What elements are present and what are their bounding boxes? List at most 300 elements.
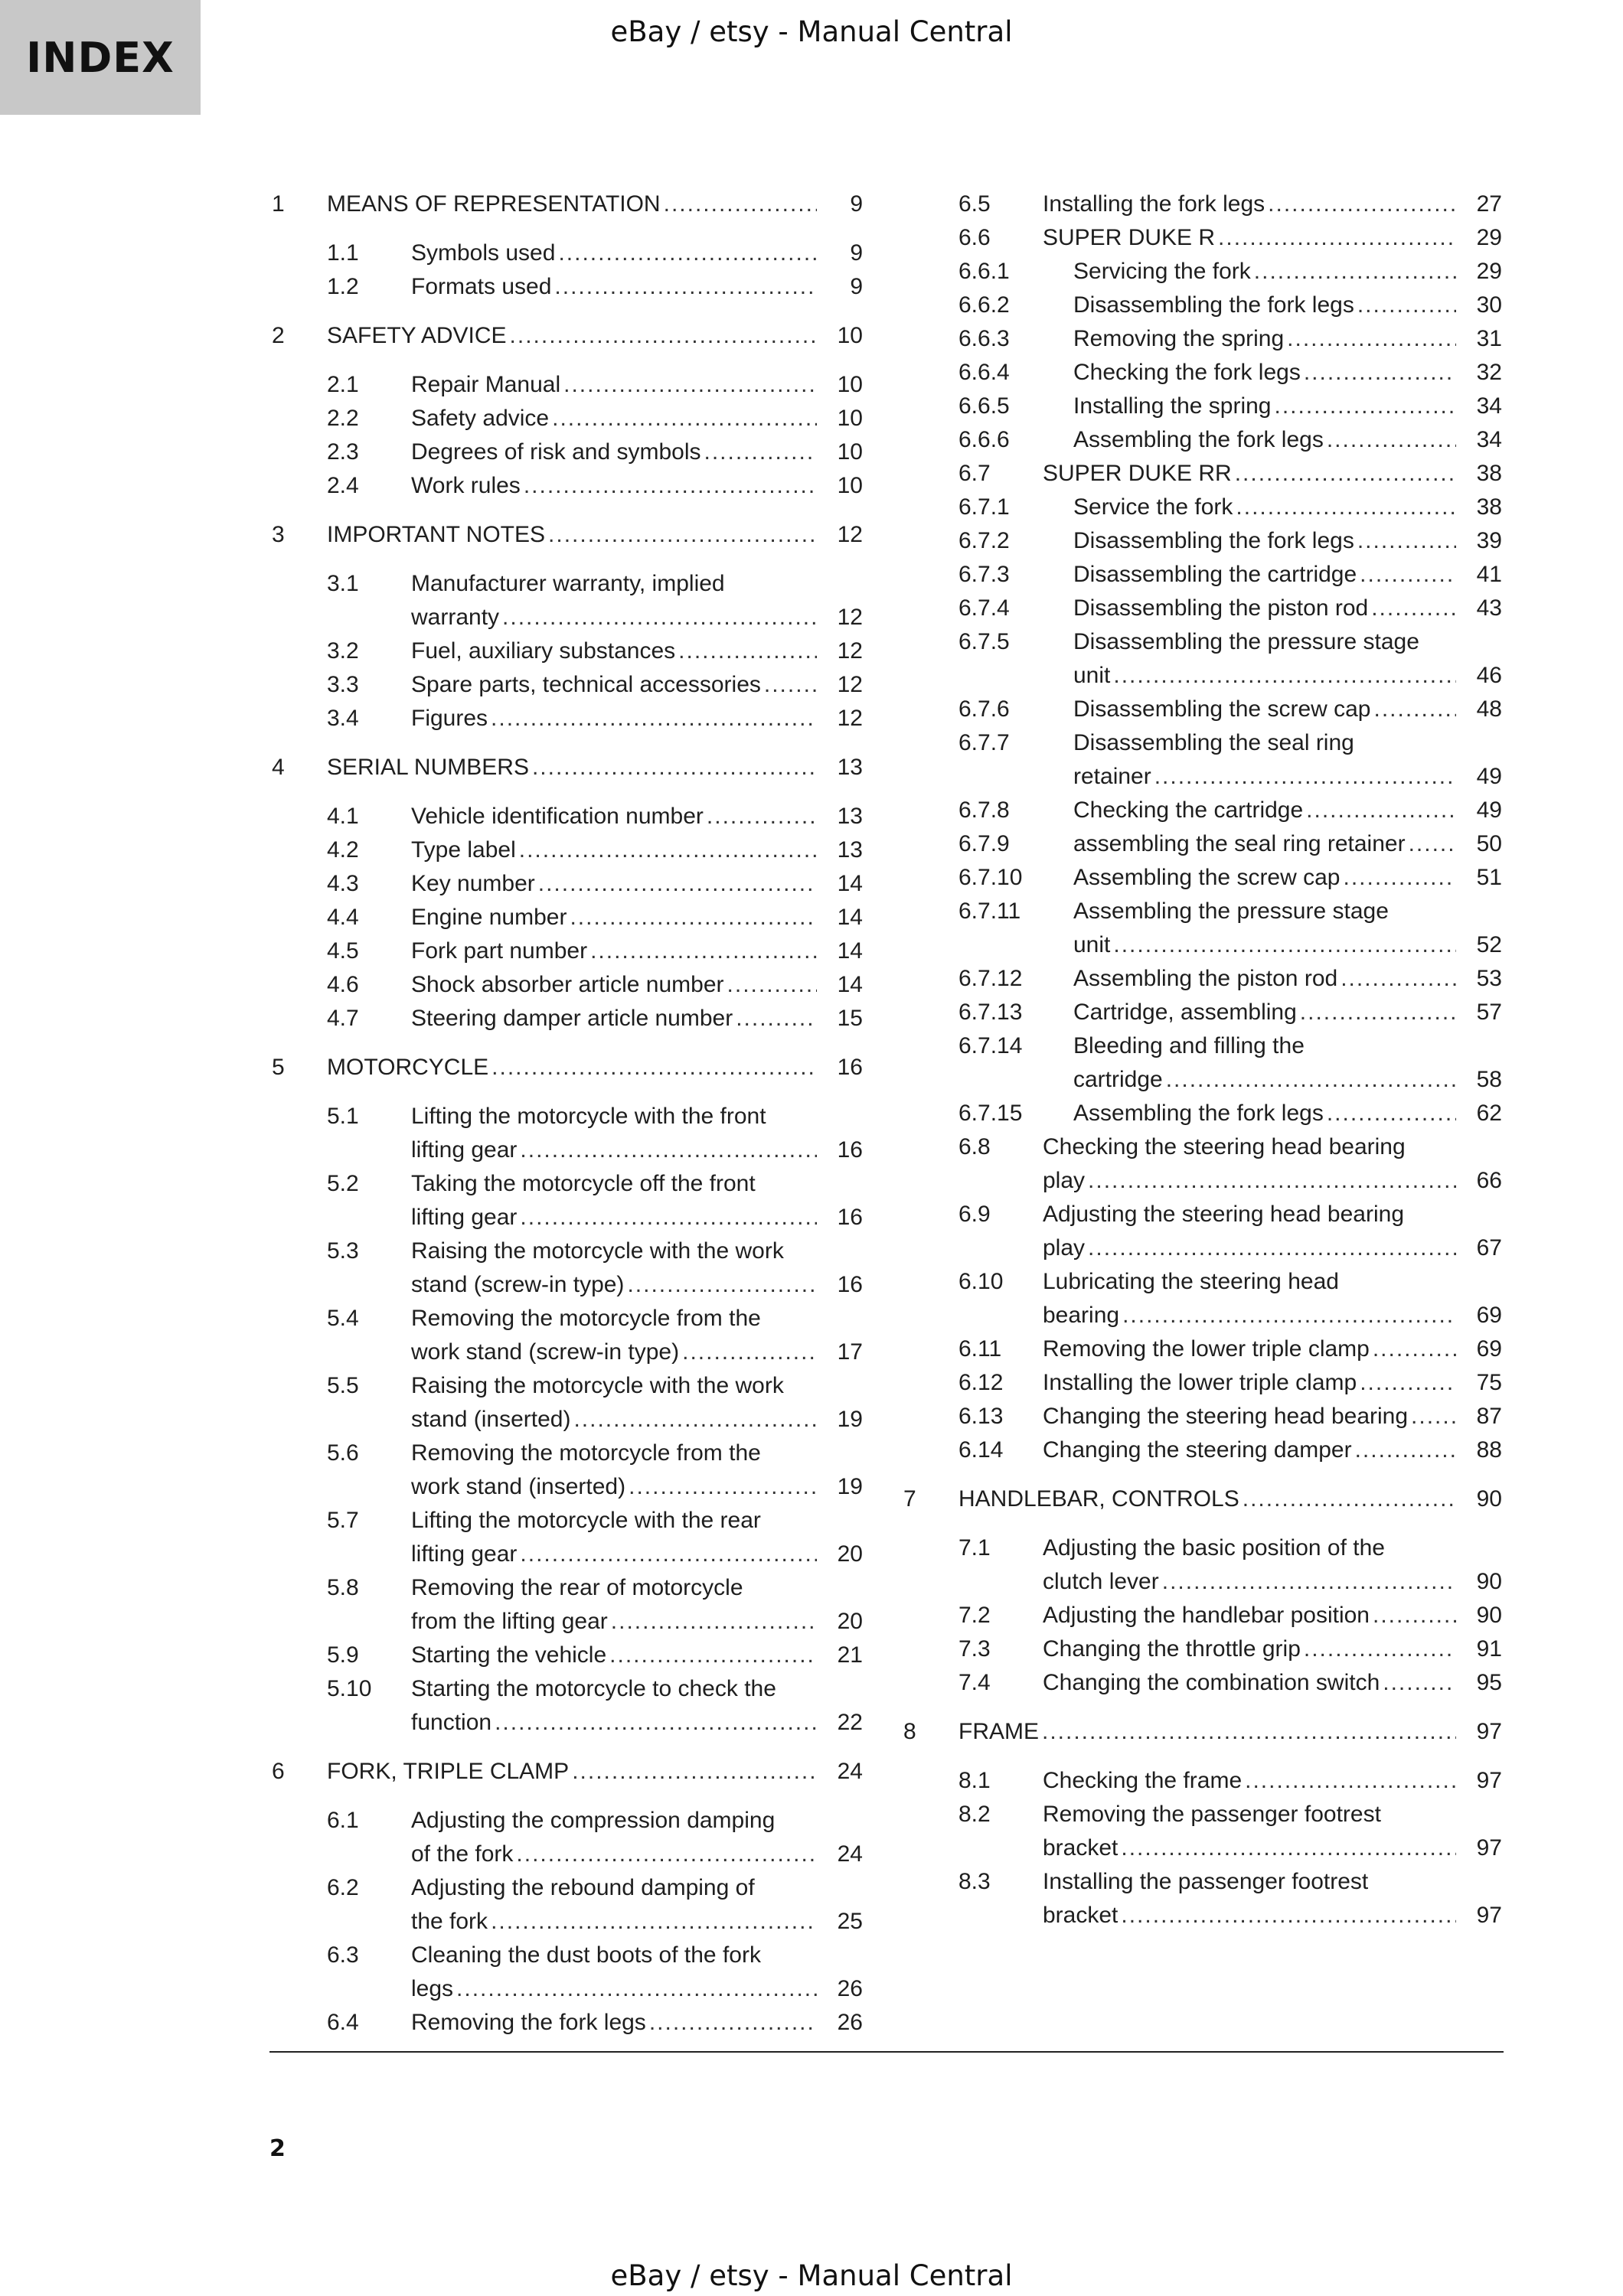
toc-entry-title: warranty (411, 605, 500, 630)
toc-entry[interactable] (272, 1939, 863, 2006)
toc-entry[interactable] (272, 702, 863, 735)
toc-entry-number: 7.1 (958, 1535, 991, 1561)
toc-entry-title: retainer (1073, 764, 1151, 789)
toc-entry-title: SAFETY ADVICE (327, 323, 507, 348)
toc-entry-page: 69 (1476, 1303, 1502, 1328)
toc-entry-page: 12 (837, 706, 863, 731)
toc-entry[interactable] (903, 1599, 1502, 1632)
toc-entry-number: 6.5 (958, 191, 991, 217)
toc-entry-page: 97 (1476, 1719, 1502, 1744)
toc-leader-dots (627, 1268, 817, 1302)
toc-entry[interactable] (903, 1433, 1502, 1467)
toc-entry-title: Checking the frame (1043, 1768, 1243, 1793)
toc-entry-page: 57 (1476, 1000, 1502, 1025)
toc-entry-number: 7 (903, 1486, 916, 1512)
toc-entry-number: 6.7.7 (958, 730, 1010, 755)
toc-entry[interactable] (272, 833, 863, 867)
index-label: INDEX (26, 33, 175, 82)
toc-entry[interactable] (903, 1798, 1502, 1865)
toc-entry-title: Installing the spring (1073, 393, 1272, 419)
toc-leader-dots (1360, 1366, 1456, 1400)
toc-entry-page: 9 (850, 274, 863, 299)
toc-entry-number: 8.3 (958, 1869, 991, 1894)
toc-entry-title: Servicing the fork (1073, 259, 1251, 284)
toc-leader-dots (548, 518, 817, 552)
toc-entry-page: 67 (1476, 1235, 1502, 1261)
toc-leader-dots (1304, 356, 1456, 390)
toc-entry[interactable] (903, 1531, 1502, 1599)
toc-entry-number: 6.7.9 (958, 831, 1010, 856)
toc-entry-title: Cleaning the dust boots of the fork (411, 1942, 761, 1968)
toc-entry-title: Adjusting the basic position of the (1043, 1535, 1385, 1561)
toc-entry-page: 52 (1476, 932, 1502, 957)
toc-entry-page: 97 (1476, 1903, 1502, 1928)
toc-entry-page: 41 (1476, 562, 1502, 587)
toc-entry-title: Removing the rear of motorcycle (411, 1575, 743, 1600)
toc-entry[interactable] (903, 794, 1502, 827)
toc-entry-title: FRAME (958, 1719, 1039, 1744)
toc-leader-dots (611, 1605, 817, 1639)
toc-entry-page: 34 (1476, 393, 1502, 419)
toc-right-column (903, 188, 1502, 1932)
toc-entry[interactable] (272, 368, 863, 402)
toc-entry-title: Service the fork (1073, 494, 1233, 520)
toc-leader-dots (1162, 1565, 1456, 1599)
toc-entry[interactable] (272, 1672, 863, 1740)
toc-entry[interactable] (903, 625, 1502, 693)
toc-entry-title: unit (1073, 663, 1111, 688)
toc-entry[interactable] (272, 1504, 863, 1571)
toc-entry-page: 12 (837, 638, 863, 664)
toc-entry-title: bearing (1043, 1303, 1120, 1328)
toc-entry-number: 5.4 (327, 1306, 359, 1331)
toc-entry[interactable] (903, 1632, 1502, 1666)
toc-entry-title: Disassembling the fork legs (1073, 292, 1354, 318)
toc-entry-page: 19 (837, 1474, 863, 1499)
toc-entry[interactable] (903, 1666, 1502, 1700)
toc-entry[interactable] (903, 1332, 1502, 1366)
toc-entry-number: 2.3 (327, 439, 359, 465)
toc-leader-dots (519, 833, 817, 867)
toc-entry-page: 24 (837, 1841, 863, 1867)
toc-leader-dots (1166, 1063, 1456, 1097)
toc-entry-title: Bleeding and filling the (1073, 1033, 1305, 1058)
toc-entry-number: 6.11 (958, 1336, 1002, 1362)
toc-leader-dots (1357, 524, 1456, 558)
toc-entry-number: 4.2 (327, 837, 359, 863)
toc-entry-number: 1.1 (327, 240, 359, 266)
toc-entry[interactable] (903, 1097, 1502, 1130)
toc-entry-number: 6.7.14 (958, 1033, 1023, 1058)
toc-entry-title: Assembling the screw cap (1073, 865, 1341, 890)
toc-entry-title: Removing the motorcycle from the (411, 1440, 761, 1466)
toc-entry-title: the fork (411, 1909, 488, 1934)
toc-entry-title: Installing the fork legs (1043, 191, 1265, 217)
toc-entry-number: 6.2 (327, 1875, 359, 1900)
toc-entry[interactable] (903, 1198, 1502, 1265)
toc-entry-title: Removing the lower triple clamp (1043, 1336, 1370, 1362)
toc-entry[interactable] (272, 1755, 863, 1789)
toc-entry[interactable] (903, 1482, 1502, 1516)
toc-leader-dots (510, 319, 817, 353)
toc-entry[interactable] (903, 390, 1502, 423)
toc-entry[interactable] (903, 827, 1502, 861)
toc-entry-page: 17 (837, 1339, 863, 1365)
toc-entry[interactable] (903, 558, 1502, 592)
toc-entry[interactable] (903, 1130, 1502, 1198)
toc-entry-page: 15 (837, 1006, 863, 1031)
toc-entry-number: 5.3 (327, 1238, 359, 1264)
toc-entry-title: of the fork (411, 1841, 514, 1867)
toc-entry[interactable] (272, 1100, 863, 1167)
toc-entry-title: Symbols used (411, 240, 556, 266)
toc-entry-number: 6.7.3 (958, 562, 1010, 587)
toc-entry-title: Changing the throttle grip (1043, 1636, 1301, 1662)
toc-entry-page: 14 (837, 938, 863, 964)
toc-entry-page: 26 (837, 1976, 863, 2001)
toc-entry-number: 1 (272, 191, 285, 217)
toc-entry[interactable] (903, 592, 1502, 625)
toc-entry-number: 6.14 (958, 1437, 1004, 1463)
toc-entry-page: 13 (837, 837, 863, 863)
toc-entry-number: 4.1 (327, 804, 359, 829)
toc-entry-number: 8 (903, 1719, 916, 1744)
toc-entry-number: 4.4 (327, 905, 359, 930)
toc-entry-title: MEANS OF REPRESENTATION (327, 191, 661, 217)
toc-entry-title: Disassembling the piston rod (1073, 595, 1369, 621)
toc-entry[interactable] (272, 1639, 863, 1672)
toc-entry[interactable] (272, 2006, 863, 2040)
toc-entry[interactable] (903, 1265, 1502, 1332)
toc-entry-page: 21 (837, 1642, 863, 1668)
toc-entry-number: 4.3 (327, 871, 359, 896)
toc-leader-dots (1357, 289, 1456, 322)
toc-entry-number: 3.3 (327, 672, 359, 697)
toc-entry-number: 6.1 (327, 1808, 359, 1833)
toc-entry[interactable] (272, 1234, 863, 1302)
toc-entry[interactable] (903, 188, 1502, 221)
toc-leader-dots (1088, 1231, 1456, 1265)
toc-entry-title: lifting gear (411, 1541, 518, 1567)
toc-entry[interactable] (272, 469, 863, 503)
toc-entry-number: 7.4 (958, 1670, 991, 1695)
toc-entry-title: Disassembling the screw cap (1073, 696, 1371, 722)
toc-entry-title: from the lifting gear (411, 1609, 608, 1634)
toc-entry-title: Lifting the motorcycle with the front (411, 1104, 766, 1129)
toc-entry-title: Checking the fork legs (1073, 360, 1301, 385)
toc-entry-number: 2 (272, 323, 285, 348)
toc-entry[interactable] (903, 255, 1502, 289)
toc-leader-dots (664, 188, 817, 221)
toc-entry-title: Disassembling the pressure stage (1073, 629, 1419, 654)
toc-leader-dots (538, 867, 817, 901)
toc-entry[interactable] (272, 1302, 863, 1369)
toc-entry[interactable] (272, 1002, 863, 1035)
toc-entry-page: 20 (837, 1541, 863, 1567)
toc-entry-page: 12 (837, 522, 863, 547)
toc-entry[interactable] (272, 751, 863, 784)
toc-entry-page: 14 (837, 972, 863, 997)
toc-entry-page: 58 (1476, 1067, 1502, 1092)
toc-entry-title: Changing the steering head bearing (1043, 1404, 1409, 1429)
toc-entry[interactable] (272, 1369, 863, 1437)
toc-entry-title: Changing the steering damper (1043, 1437, 1352, 1463)
toc-entry-number: 5.8 (327, 1575, 359, 1600)
toc-entry-number: 6.7.11 (958, 899, 1021, 924)
toc-entry-page: 12 (837, 605, 863, 630)
toc-entry[interactable] (272, 867, 863, 901)
toc-entry[interactable] (272, 236, 863, 270)
toc-entry-title: lifting gear (411, 1205, 518, 1230)
toc-entry[interactable] (903, 726, 1502, 794)
toc-entry-title: Lifting the motorcycle with the rear (411, 1508, 761, 1533)
toc-entry-page: 31 (1476, 326, 1502, 351)
toc-leader-dots (1327, 423, 1456, 457)
toc-entry-title: work stand (inserted) (411, 1474, 626, 1499)
toc-entry[interactable] (272, 435, 863, 469)
toc-leader-dots (1355, 1433, 1456, 1467)
toc-entry-page: 66 (1476, 1168, 1502, 1193)
toc-entry[interactable] (903, 962, 1502, 996)
toc-leader-dots (736, 1002, 817, 1035)
toc-entry-title: Figures (411, 706, 488, 731)
toc-entry[interactable] (903, 322, 1502, 356)
toc-entry[interactable] (903, 1715, 1502, 1749)
toc-leader-dots (629, 1470, 817, 1504)
toc-entry-title: Taking the motorcycle off the front (411, 1171, 756, 1196)
toc-entry-number: 3.1 (327, 571, 359, 596)
toc-entry-title: legs (411, 1976, 454, 2001)
toc-entry-number: 2.2 (327, 406, 359, 431)
toc-entry-number: 6.6.5 (958, 393, 1010, 419)
toc-entry-title: play (1043, 1235, 1086, 1261)
toc-entry[interactable] (903, 1400, 1502, 1433)
toc-entry[interactable] (903, 693, 1502, 726)
toc-entry-title: Vehicle identification number (411, 804, 704, 829)
toc-entry[interactable] (903, 423, 1502, 457)
toc-entry[interactable] (903, 289, 1502, 322)
toc-leader-dots (1243, 1482, 1456, 1516)
toc-leader-dots (520, 1133, 817, 1167)
toc-entry-number: 3 (272, 522, 285, 547)
toc-entry-number: 5.7 (327, 1508, 359, 1533)
toc-entry-title: Spare parts, technical accessories (411, 672, 761, 697)
toc-entry[interactable] (903, 1029, 1502, 1097)
toc-leader-dots (552, 402, 817, 435)
toc-leader-dots (1300, 996, 1456, 1029)
toc-entry-title: clutch lever (1043, 1569, 1159, 1594)
toc-entry-number: 7.3 (958, 1636, 991, 1662)
toc-entry-number: 6.7.15 (958, 1101, 1023, 1126)
toc-leader-dots (1371, 592, 1456, 625)
toc-leader-dots (1122, 1299, 1456, 1332)
toc-leader-dots (1411, 1400, 1456, 1433)
toc-entry-title: work stand (screw-in type) (411, 1339, 680, 1365)
toc-entry[interactable] (272, 1167, 863, 1234)
toc-entry[interactable] (903, 1764, 1502, 1798)
toc-entry-page: 16 (837, 1055, 863, 1080)
toc-entry-title: Disassembling the fork legs (1073, 528, 1354, 553)
toc-leader-dots (682, 1336, 817, 1369)
toc-leader-dots (1268, 188, 1456, 221)
toc-entry[interactable] (272, 901, 863, 934)
watermark-bottom: eBay / etsy - Manual Central (610, 2259, 1013, 2292)
toc-entry-page: 25 (837, 1909, 863, 1934)
toc-entry-page: 87 (1476, 1404, 1502, 1429)
toc-leader-dots (1304, 1632, 1456, 1666)
toc-leader-dots (558, 236, 817, 270)
toc-leader-dots (1154, 760, 1456, 794)
toc-entry-title: Raising the motorcycle with the work (411, 1238, 784, 1264)
toc-entry-page: 43 (1476, 595, 1502, 621)
toc-entry-title: bracket (1043, 1903, 1118, 1928)
toc-leader-dots (1275, 390, 1457, 423)
toc-leader-dots (554, 270, 817, 304)
toc-leader-dots (1344, 861, 1457, 895)
toc-entry[interactable] (272, 1051, 863, 1084)
toc-entry-title: Adjusting the rebound damping of (411, 1875, 755, 1900)
toc-entry[interactable] (272, 668, 863, 702)
toc-entry[interactable] (272, 518, 863, 552)
toc-leader-dots (520, 1538, 817, 1571)
toc-entry[interactable] (272, 567, 863, 634)
toc-entry-page: 16 (837, 1205, 863, 1230)
toc-entry-page: 32 (1476, 360, 1502, 385)
toc-entry[interactable] (903, 895, 1502, 962)
toc-entry-number: 3.2 (327, 638, 359, 664)
toc-entry-title: Steering damper article number (411, 1006, 733, 1031)
toc-entry-title: Installing the lower triple clamp (1043, 1370, 1357, 1395)
toc-entry-number: 6.3 (327, 1942, 359, 1968)
toc-entry-number: 6.7.13 (958, 1000, 1023, 1025)
toc-entry[interactable] (903, 356, 1502, 390)
toc-entry[interactable] (903, 996, 1502, 1029)
toc-entry[interactable] (903, 861, 1502, 895)
toc-entry-page: 97 (1476, 1835, 1502, 1861)
toc-entry-page: 34 (1476, 427, 1502, 452)
toc-entry-page: 69 (1476, 1336, 1502, 1362)
toc-entry[interactable] (272, 1437, 863, 1504)
toc-leader-dots (764, 668, 817, 702)
toc-leader-dots (516, 1838, 817, 1871)
toc-entry-page: 50 (1476, 831, 1502, 856)
toc-entry-title: Assembling the pressure stage (1073, 899, 1389, 924)
toc-entry-page: 20 (837, 1609, 863, 1634)
toc-entry-title: Disassembling the cartridge (1073, 562, 1357, 587)
toc-entry-number: 6.9 (958, 1202, 991, 1227)
toc-entry-page: 48 (1476, 696, 1502, 722)
toc-leader-dots (1042, 1715, 1456, 1749)
toc-entry[interactable] (903, 457, 1502, 491)
toc-entry-number: 6.7.12 (958, 966, 1023, 991)
toc-leader-dots (704, 435, 818, 469)
toc-entry-page: 10 (837, 473, 863, 498)
toc-entry-title: stand (screw-in type) (411, 1272, 625, 1297)
toc-entry-number: 6.6 (958, 225, 991, 250)
toc-entry[interactable] (272, 188, 863, 221)
toc-entry-number: 5 (272, 1055, 285, 1080)
toc-entry-page: 16 (837, 1137, 863, 1163)
toc-entry[interactable] (272, 402, 863, 435)
toc-entry[interactable] (272, 319, 863, 353)
toc-leader-dots (1374, 693, 1457, 726)
toc-leader-dots (1409, 827, 1456, 861)
toc-entry-number: 2.4 (327, 473, 359, 498)
toc-leader-dots (491, 702, 817, 735)
toc-leader-dots (1121, 1831, 1456, 1865)
toc-leader-dots (1113, 659, 1456, 693)
toc-entry[interactable] (903, 1865, 1502, 1932)
toc-leader-dots (1373, 1332, 1456, 1366)
toc-leader-dots (573, 1403, 817, 1437)
toc-entry-title: Assembling the piston rod (1073, 966, 1338, 991)
toc-leader-dots (1245, 1764, 1456, 1798)
toc-entry[interactable] (272, 934, 863, 968)
toc-entry[interactable] (272, 1871, 863, 1939)
toc-entry-number: 3.4 (327, 706, 359, 731)
toc-entry-page: 13 (837, 804, 863, 829)
toc-entry-number: 8.1 (958, 1768, 991, 1793)
toc-entry-number: 5.6 (327, 1440, 359, 1466)
toc-entry-page: 24 (837, 1759, 863, 1784)
toc-leader-dots (563, 368, 817, 402)
toc-entry-page: 12 (837, 672, 863, 697)
toc-entry-page: 51 (1476, 865, 1502, 890)
toc-entry-title: Degrees of risk and symbols (411, 439, 701, 465)
toc-entry-title: Key number (411, 871, 535, 896)
toc-entry[interactable] (903, 491, 1502, 524)
toc-leader-dots (1383, 1666, 1456, 1700)
toc-entry-page: 95 (1476, 1670, 1502, 1695)
toc-entry-page: 27 (1476, 191, 1502, 217)
toc-entry-title: Adjusting the handlebar position (1043, 1603, 1370, 1628)
toc-entry-title: Removing the passenger footrest (1043, 1802, 1381, 1827)
toc-entry-number: 5.10 (327, 1676, 372, 1701)
toc-entry-title: Changing the combination switch (1043, 1670, 1380, 1695)
toc-entry[interactable] (903, 524, 1502, 558)
footer-divider (269, 2051, 1504, 2053)
toc-leader-dots (1341, 962, 1456, 996)
toc-entry[interactable] (272, 1804, 863, 1871)
toc-leader-dots (456, 1972, 817, 2006)
toc-entry[interactable] (272, 968, 863, 1002)
toc-leader-dots (1235, 457, 1456, 491)
toc-leader-dots (678, 634, 817, 668)
toc-leader-dots (1287, 322, 1456, 356)
toc-entry-page: 53 (1476, 966, 1502, 991)
toc-entry[interactable] (903, 1366, 1502, 1400)
toc-entry-title: Fork part number (411, 938, 588, 964)
toc-leader-dots (1306, 794, 1456, 827)
toc-left-column (272, 188, 863, 2040)
toc-entry[interactable] (272, 1571, 863, 1639)
toc-entry-title: MOTORCYCLE (327, 1055, 489, 1080)
toc-entry[interactable] (272, 270, 863, 304)
toc-entry-title: unit (1073, 932, 1111, 957)
toc-entry-title: FORK, TRIPLE CLAMP (327, 1759, 570, 1784)
toc-entry-page: 14 (837, 871, 863, 896)
toc-entry[interactable] (272, 634, 863, 668)
toc-entry-title: Work rules (411, 473, 521, 498)
toc-entry[interactable] (272, 800, 863, 833)
toc-leader-dots (502, 601, 817, 634)
toc-entry-title: HANDLEBAR, CONTROLS (958, 1486, 1239, 1512)
toc-entry-title: Checking the steering head bearing (1043, 1134, 1406, 1159)
watermark-top: eBay / etsy - Manual Central (610, 15, 1013, 48)
toc-entry-title: Safety advice (411, 406, 550, 431)
toc-entry-number: 6.6.2 (958, 292, 1010, 318)
toc-entry[interactable] (903, 221, 1502, 255)
